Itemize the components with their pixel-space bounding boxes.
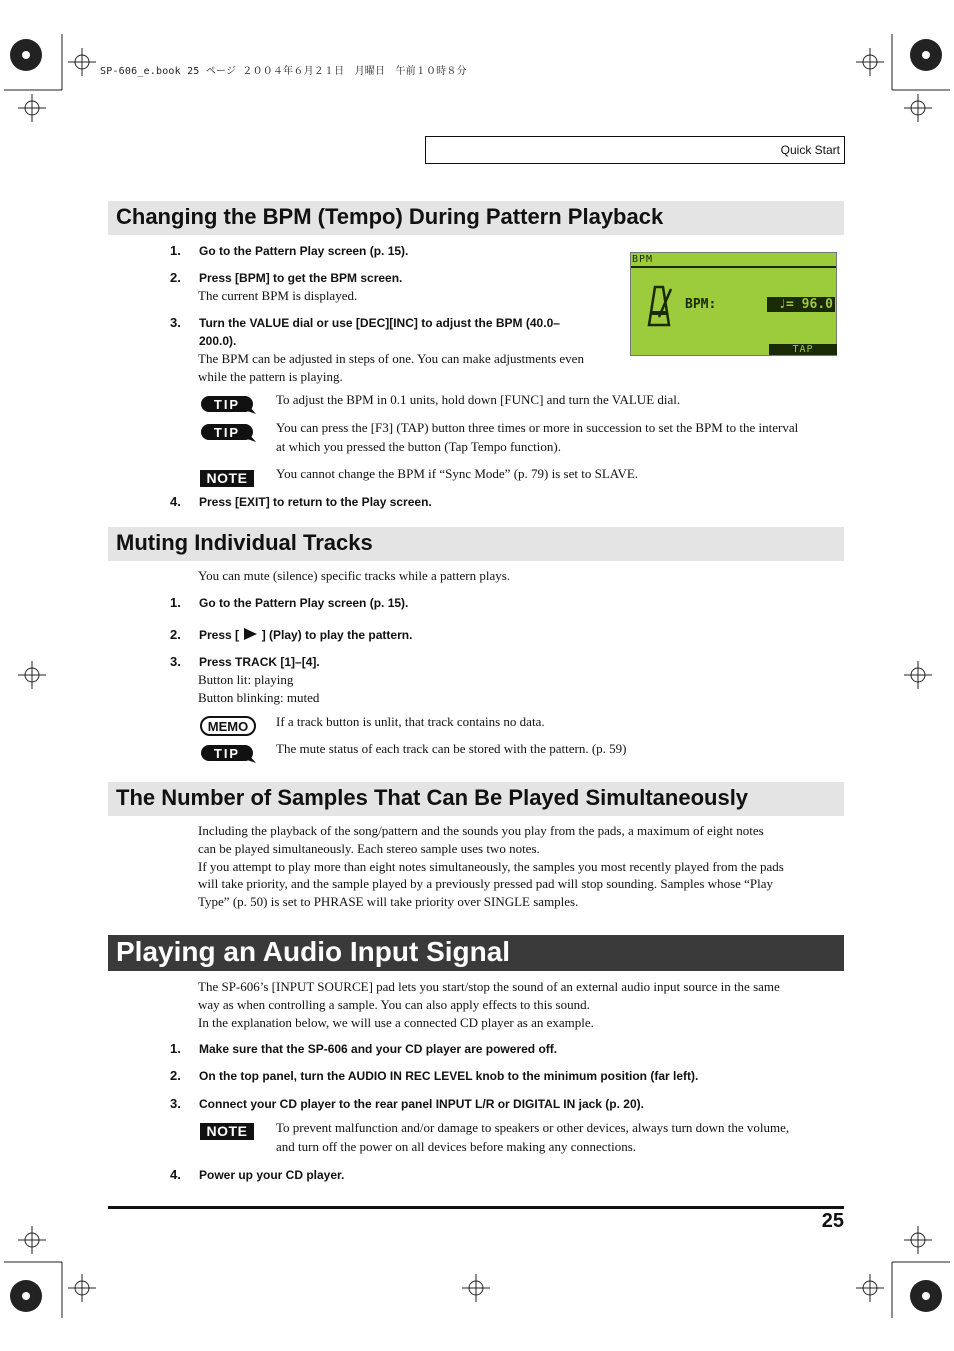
- tip-1-text: To adjust the BPM in 0.1 units, hold down [FUNC] and turn the VALUE dial.: [276, 392, 681, 407]
- step-number: 4.: [170, 1167, 181, 1182]
- step-number: 3.: [170, 315, 181, 330]
- step-text: Make sure that the SP-606 and your CD player are powered off.: [199, 1042, 558, 1056]
- play-icon: [242, 628, 258, 640]
- step-text: Turn the VALUE dial or use [DEC][INC] to adjust the BPM (40.0–: [199, 316, 560, 330]
- step-text: Press [EXIT] to return to the Play screen.: [199, 495, 432, 509]
- body-line: can be played simultaneously. Each stereo sample uses two notes.: [198, 840, 540, 856]
- print-header: SP-606_e.book 25 ページ ２００４年６月２１日 月曜日 午前１０時８分: [100, 66, 467, 77]
- bpm-screen: [630, 252, 837, 356]
- footer-rule: [108, 1206, 844, 1209]
- step-number: 1.: [170, 595, 181, 610]
- body-line: will take priority, and the sample played by a previously pressed pad will stop sounding. Samples whose “Play: [198, 876, 774, 892]
- memo-text: If a track button is unlit, that track contains no data.: [276, 714, 545, 729]
- tip-line: You can press the [F3] (TAP) button three times or more in succession to set the BPM to the interval: [276, 420, 799, 435]
- lcd-divider: [631, 266, 836, 268]
- step-text: Press TRACK [1]–[4].: [199, 655, 320, 669]
- body-line: Button lit: playing: [198, 672, 294, 687]
- tip-icon: [200, 423, 258, 443]
- body-line: If you attempt to play more than eight notes simultaneously, the samples you most recently played from the pads: [198, 858, 784, 874]
- tip-line: at which you pressed the button (Tap Tempo function).: [276, 439, 561, 454]
- step-number: 3.: [170, 1096, 181, 1111]
- step-text-before: Press [: [199, 628, 240, 642]
- memo-icon: [200, 716, 258, 736]
- step-text-after: ] (Play) to play the pattern.: [261, 628, 413, 642]
- body-line: The SP-606’s [INPUT SOURCE] pad lets you start/stop the sound of an external audio input source in the same: [198, 979, 780, 994]
- step-text: On the top panel, turn the AUDIO IN REC LEVEL knob to the minimum position (far left).: [199, 1069, 699, 1083]
- step-number: 2.: [170, 1068, 181, 1083]
- step-3-body: [198, 671, 319, 707]
- note-icon: NOTE: [200, 470, 254, 487]
- body-line: way as when controlling a sample. You can also apply effects to this sound.: [198, 996, 590, 1012]
- step-2-body: The current BPM is displayed.: [198, 288, 358, 303]
- note-icon: NOTE: [200, 1123, 254, 1140]
- page-number: 25: [821, 1210, 844, 1232]
- body-line: while the pattern is playing.: [198, 368, 343, 384]
- step-text: Go to the Pattern Play screen (p. 15).: [199, 244, 409, 258]
- muting-intro: You can mute (silence) specific tracks while a pattern plays.: [198, 568, 511, 583]
- section-heading-muting: Muting Individual Tracks: [108, 527, 844, 561]
- tip-2-text: [276, 418, 798, 456]
- lcd-bpm-value: ♩= 96.0: [767, 297, 835, 312]
- body-line: In the explanation below, we will use a connected CD player as an example.: [198, 1014, 594, 1030]
- lcd-bpm-label: BPM:: [685, 297, 717, 312]
- body-line: The BPM can be adjusted in steps of one. You can make adjustments even: [198, 351, 584, 366]
- section-heading-polyphony: The Number of Samples That Can Be Played Simultaneously: [108, 782, 844, 816]
- step-text: Power up your CD player.: [199, 1168, 345, 1182]
- note-line: To prevent malfunction and/or damage to speakers or other devices, always turn down the volume,: [276, 1120, 790, 1135]
- polyphony-body: [198, 822, 784, 911]
- tip-icon: [200, 395, 258, 415]
- mute-tip-text: The mute status of each track can be stored with the pattern. (p. 59): [276, 741, 627, 756]
- running-head: Quick Start: [425, 136, 845, 164]
- tip-label: TIP: [213, 746, 241, 761]
- step-number: 1.: [170, 1041, 181, 1056]
- step-text: [199, 628, 412, 642]
- lcd-tap-button: TAP: [769, 344, 837, 355]
- step-text: Connect your CD player to the rear panel INPUT L/R or DIGITAL IN jack (p. 20).: [199, 1097, 644, 1111]
- step-text: 200.0).: [199, 334, 237, 348]
- tip-label: TIP: [213, 425, 241, 440]
- section-heading-bpm: Changing the BPM (Tempo) During Pattern Playback: [108, 201, 844, 235]
- body-line: Type” (p. 50) is set to PHRASE will take priority over SINGLE samples.: [198, 894, 579, 910]
- step-number: 2.: [170, 270, 181, 285]
- chapter-intro: [198, 978, 780, 1031]
- memo-label: MEMO: [207, 719, 249, 734]
- step-text: Press [BPM] to get the BPM screen.: [199, 271, 403, 285]
- step-text: Go to the Pattern Play screen (p. 15).: [199, 596, 409, 610]
- step-number: 2.: [170, 627, 181, 642]
- step-number: 1.: [170, 243, 181, 258]
- chapter-heading: Playing an Audio Input Signal: [108, 935, 844, 971]
- lcd-title: BPM: [632, 254, 654, 265]
- tip-label: TIP: [213, 397, 241, 412]
- note-line: and turn off the power on all devices before making any connections.: [276, 1139, 637, 1154]
- step-3-body: [198, 350, 584, 386]
- tip-icon: [200, 744, 258, 764]
- chapter-note-text: [276, 1118, 789, 1156]
- step-number: 3.: [170, 654, 181, 669]
- metronome-icon: [641, 283, 677, 327]
- body-line: Including the playback of the song/pattern and the sounds you play from the pads, a maximum of eight notes: [198, 823, 764, 838]
- step-number: 4.: [170, 494, 181, 509]
- body-line: Button blinking: muted: [198, 689, 320, 705]
- note-1-text: You cannot change the BPM if “Sync Mode” (p. 79) is set to SLAVE.: [276, 466, 639, 481]
